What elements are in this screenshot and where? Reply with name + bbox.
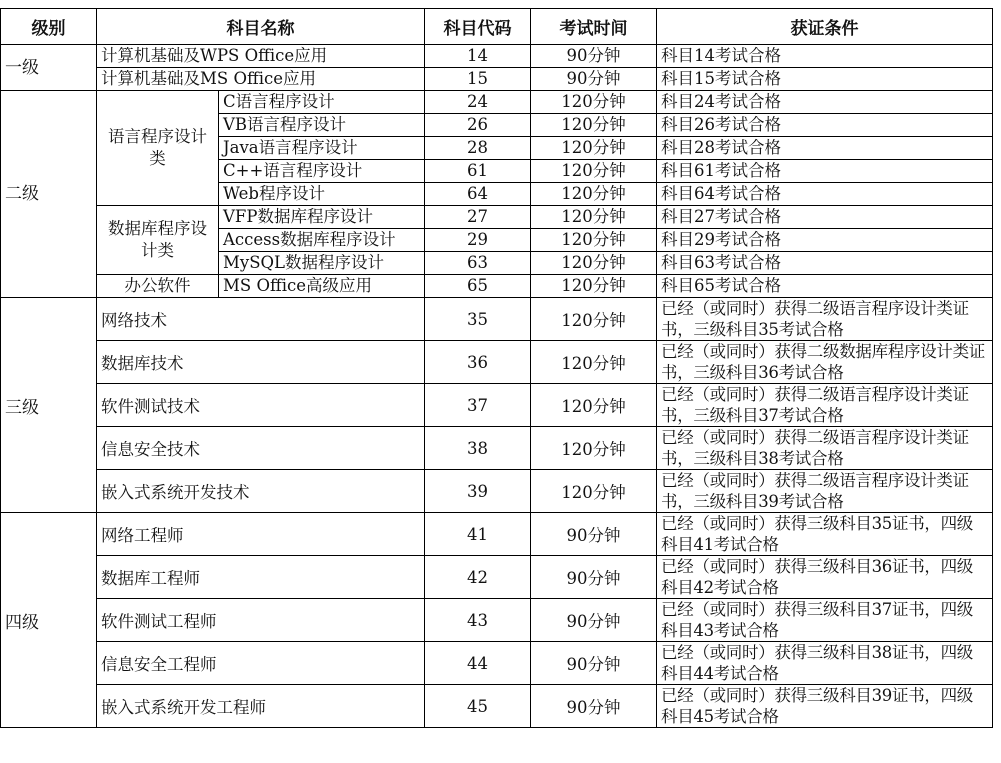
level-cell: 二级 (1, 91, 97, 298)
subject-name: 信息安全工程师 (97, 642, 425, 685)
table-row (1, 513, 993, 556)
exam-subjects-table (0, 8, 993, 728)
exam-duration: 120分钟 (531, 341, 657, 384)
certificate-condition: 科目14考试合格 (657, 45, 993, 68)
certificate-condition: 科目27考试合格 (657, 206, 993, 229)
header-code: 科目代码 (425, 9, 531, 45)
subject-code: 65 (425, 275, 531, 298)
subject-code: 39 (425, 470, 531, 513)
certificate-condition: 科目28考试合格 (657, 137, 993, 160)
certificate-condition: 科目64考试合格 (657, 183, 993, 206)
exam-duration: 90分钟 (531, 45, 657, 68)
exam-duration: 120分钟 (531, 114, 657, 137)
subject-name: Access数据库程序设计 (219, 229, 425, 252)
subject-group: 办公软件 (97, 275, 219, 298)
certificate-condition: 科目61考试合格 (657, 160, 993, 183)
subject-code: 45 (425, 685, 531, 728)
certificate-condition: 科目24考试合格 (657, 91, 993, 114)
subject-group: 语言程序设计类 (97, 91, 219, 206)
subject-name: Java语言程序设计 (219, 137, 425, 160)
table-row (1, 91, 993, 114)
certificate-condition: 已经（或同时）获得三级科目39证书，四级科目45考试合格 (657, 685, 993, 728)
header-level: 级别 (1, 9, 97, 45)
exam-duration: 120分钟 (531, 427, 657, 470)
exam-duration: 120分钟 (531, 206, 657, 229)
level-cell: 四级 (1, 513, 97, 728)
exam-duration: 120分钟 (531, 470, 657, 513)
table-row (1, 341, 993, 384)
table-row (1, 642, 993, 685)
exam-duration: 90分钟 (531, 513, 657, 556)
exam-duration: 120分钟 (531, 384, 657, 427)
subject-code: 38 (425, 427, 531, 470)
table-row (1, 556, 993, 599)
subject-name: C++语言程序设计 (219, 160, 425, 183)
header-duration: 考试时间 (531, 9, 657, 45)
exam-duration: 120分钟 (531, 252, 657, 275)
subject-code: 26 (425, 114, 531, 137)
table-row (1, 45, 993, 68)
table-row (1, 427, 993, 470)
exam-duration: 120分钟 (531, 275, 657, 298)
table-row (1, 298, 993, 341)
subject-code: 44 (425, 642, 531, 685)
subject-code: 27 (425, 206, 531, 229)
subject-name: 计算机基础及MS Office应用 (97, 68, 425, 91)
certificate-condition: 科目15考试合格 (657, 68, 993, 91)
subject-name: VB语言程序设计 (219, 114, 425, 137)
subject-name: 软件测试工程师 (97, 599, 425, 642)
exam-duration: 90分钟 (531, 642, 657, 685)
certificate-condition: 科目29考试合格 (657, 229, 993, 252)
subject-code: 14 (425, 45, 531, 68)
level-cell: 一级 (1, 45, 97, 91)
subject-name: Web程序设计 (219, 183, 425, 206)
certificate-condition: 已经（或同时）获得二级数据库程序设计类证书，三级科目36考试合格 (657, 341, 993, 384)
header-subject-name: 科目名称 (97, 9, 425, 45)
table-row (1, 68, 993, 91)
exam-duration: 120分钟 (531, 137, 657, 160)
certificate-condition: 科目63考试合格 (657, 252, 993, 275)
exam-duration: 120分钟 (531, 183, 657, 206)
exam-duration: 120分钟 (531, 229, 657, 252)
exam-duration: 90分钟 (531, 685, 657, 728)
subject-code: 28 (425, 137, 531, 160)
subject-code: 61 (425, 160, 531, 183)
table-row (1, 275, 993, 298)
certificate-condition: 已经（或同时）获得二级语言程序设计类证书，三级科目35考试合格 (657, 298, 993, 341)
subject-name: 网络技术 (97, 298, 425, 341)
subject-code: 42 (425, 556, 531, 599)
header-condition: 获证条件 (657, 9, 993, 45)
certificate-condition: 科目65考试合格 (657, 275, 993, 298)
subject-code: 64 (425, 183, 531, 206)
subject-name: 数据库技术 (97, 341, 425, 384)
certificate-condition: 已经（或同时）获得三级科目36证书，四级科目42考试合格 (657, 556, 993, 599)
subject-code: 29 (425, 229, 531, 252)
exam-duration: 120分钟 (531, 91, 657, 114)
subject-code: 36 (425, 341, 531, 384)
table-row (1, 599, 993, 642)
certificate-condition: 已经（或同时）获得二级语言程序设计类证书，三级科目39考试合格 (657, 470, 993, 513)
subject-name: 网络工程师 (97, 513, 425, 556)
subject-name: 嵌入式系统开发技术 (97, 470, 425, 513)
subject-code: 37 (425, 384, 531, 427)
subject-code: 15 (425, 68, 531, 91)
exam-duration: 90分钟 (531, 556, 657, 599)
subject-name: C语言程序设计 (219, 91, 425, 114)
table-row (1, 685, 993, 728)
exam-duration: 90分钟 (531, 68, 657, 91)
subject-code: 35 (425, 298, 531, 341)
certificate-condition: 科目26考试合格 (657, 114, 993, 137)
header-row (1, 9, 993, 45)
subject-code: 41 (425, 513, 531, 556)
subject-name: MS Office高级应用 (219, 275, 425, 298)
subject-name: MySQL数据程序设计 (219, 252, 425, 275)
subject-name: 计算机基础及WPS Office应用 (97, 45, 425, 68)
exam-duration: 120分钟 (531, 160, 657, 183)
certificate-condition: 已经（或同时）获得二级语言程序设计类证书，三级科目38考试合格 (657, 427, 993, 470)
subject-code: 24 (425, 91, 531, 114)
exam-duration: 120分钟 (531, 298, 657, 341)
table-row (1, 470, 993, 513)
subject-name: 嵌入式系统开发工程师 (97, 685, 425, 728)
certificate-condition: 已经（或同时）获得二级语言程序设计类证书，三级科目37考试合格 (657, 384, 993, 427)
subject-group: 数据库程序设计类 (97, 206, 219, 275)
subject-name: 信息安全技术 (97, 427, 425, 470)
exam-duration: 90分钟 (531, 599, 657, 642)
subject-code: 63 (425, 252, 531, 275)
table-row (1, 384, 993, 427)
certificate-condition: 已经（或同时）获得三级科目38证书，四级科目44考试合格 (657, 642, 993, 685)
certificate-condition: 已经（或同时）获得三级科目35证书，四级科目41考试合格 (657, 513, 993, 556)
subject-name: 数据库工程师 (97, 556, 425, 599)
level-cell: 三级 (1, 298, 97, 513)
table-row (1, 206, 993, 229)
subject-code: 43 (425, 599, 531, 642)
subject-name: 软件测试技术 (97, 384, 425, 427)
subject-name: VFP数据库程序设计 (219, 206, 425, 229)
certificate-condition: 已经（或同时）获得三级科目37证书，四级科目43考试合格 (657, 599, 993, 642)
